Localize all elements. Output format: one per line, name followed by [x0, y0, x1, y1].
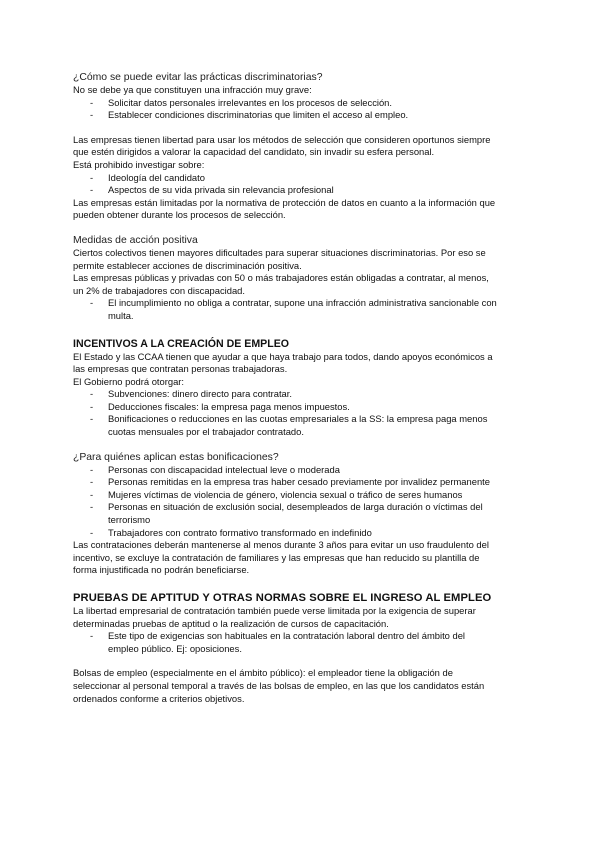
bullet-dash: - — [90, 388, 94, 400]
question-heading-discrimination: ¿Cómo se puede evitar las prácticas discriminatorias? — [73, 72, 323, 83]
list-item: - El incumplimiento no obliga a contratar, supone una infracción administrativa sancionable con — [90, 297, 497, 309]
list-item: - Personas remitidas en la empresa tras haber cesado previamente por invalidez permanente — [90, 476, 490, 488]
paragraph-line: que estén dirigidos a valorar la capacidad del candidato, sin invadir su esfera personal. — [73, 146, 435, 158]
bullet-dash: - — [90, 171, 94, 183]
paragraph-line: Las empresas tienen libertad para usar los métodos de selección que consideren oportunos siempre — [73, 133, 491, 145]
paragraph-line: determinadas pruebas de aptitud o la realización de cursos de capacitación. — [73, 617, 389, 629]
section-heading-incentives: INCENTIVOS A LA CREACIÓN DE EMPLEO — [73, 337, 290, 350]
list-item: - Personas con discapacidad intelectual leve o moderada — [90, 463, 340, 475]
section-heading-aptitude-tests: PRUEBAS DE APTITUD Y OTRAS NORMAS SOBRE EL INGRESO AL EMPLEO — [73, 592, 492, 604]
list-item: - Deducciones fiscales: la empresa paga menos impuestos. — [90, 400, 350, 412]
bullet-dash: - — [90, 463, 94, 475]
question-heading-bonuses: ¿Para quiénes aplican estas bonificaciones? — [73, 451, 279, 463]
list-item: - Personas en situación de exclusión social, desempleados de larga duración o víctimas del — [90, 501, 483, 513]
bullet-dash: - — [90, 501, 94, 513]
paragraph-line: ordenados conforme a criterios objetivos. — [73, 692, 245, 704]
list-item: - Solicitar datos personales irrelevantes en los procesos de selección. — [90, 96, 393, 108]
subheading-positive-action: Medidas de acción positiva — [73, 234, 198, 246]
list-item-continuation: multa. — [108, 309, 134, 321]
bullet-dash: - — [90, 184, 94, 196]
list-item: - Trabajadores con contrato formativo transformado en indefinido — [90, 526, 372, 538]
bullet-dash: - — [90, 400, 94, 412]
paragraph-line: La libertad empresarial de contratación también puede verse limitada por la exigencia de superar — [73, 605, 476, 616]
paragraph-line: No se debe ya que constituyen una infracción muy grave: — [73, 84, 312, 95]
paragraph-line: permite establecer acciones de discriminación positiva. — [73, 259, 302, 271]
list-item: - Aspectos de su vida privada sin relevancia profesional — [90, 184, 334, 196]
list-item: - Bonificaciones o reducciones en las cuotas empresariales a la SS: la empresa paga menos — [90, 413, 488, 425]
bullet-dash: - — [90, 297, 94, 309]
list-item: - Establecer condiciones discriminatorias que limiten el acceso al empleo. — [90, 109, 409, 121]
paragraph-line: El Gobierno podrá otorgar: — [73, 375, 185, 387]
paragraph-line: las empresas que contratan personas trabajadoras. — [73, 363, 288, 375]
bullet-dash: - — [90, 413, 94, 425]
paragraph-line: forma injustificada no podrán beneficiarse. — [73, 564, 250, 576]
bullet-dash: - — [90, 96, 94, 108]
list-item: - Ideología del candidato — [90, 171, 205, 183]
bullet-dash: - — [90, 630, 94, 642]
list-item: - Mujeres víctimas de violencia de género, violencia sexual o tráfico de seres humanos — [90, 488, 463, 500]
list-item: - Subvenciones: dinero directo para contratar. — [90, 388, 292, 400]
bullet-dash: - — [90, 109, 94, 121]
list-item-continuation: terrorismo — [108, 514, 151, 526]
paragraph-line: Las empresas públicas y privadas con 50 o más trabajadores están obligadas a contratar, al menos, — [73, 272, 489, 284]
document-page — [73, 71, 533, 705]
paragraph-line: un 2% de trabajadores con discapacidad. — [73, 284, 245, 296]
paragraph-line: Las empresas están limitadas por la normativa de protección de datos en cuanto a la información que — [73, 196, 496, 208]
paragraph-line: incentivo, se excluye la contratación de familiares y las empresas que han reducido su plantilla de — [73, 551, 480, 563]
bullet-dash: - — [90, 476, 94, 488]
paragraph-line: Está prohibido investigar sobre: — [73, 158, 205, 170]
paragraph-line: pueden obtener durante los procesos de selección. — [73, 209, 286, 221]
paragraph-line: Las contrataciones deberán mantenerse al menos durante 3 años para evitar un uso fraudulento del — [73, 539, 489, 551]
paragraph-line: Ciertos colectivos tienen mayores dificultades para superar situaciones discriminatorias. Por eso se — [73, 246, 486, 258]
list-item: - Este tipo de exigencias son habituales en la contratación laboral dentro del ámbito del — [90, 630, 466, 642]
bullet-dash: - — [90, 488, 94, 500]
list-item-continuation: empleo público. Ej: oposiciones. — [108, 642, 242, 654]
paragraph-line: El Estado y las CCAA tienen que ayudar a que haya trabajo para todos, dando apoyos económicos a — [73, 350, 493, 362]
paragraph-line: seleccionar al personal temporal a través de las bolsas de empleo, en las que los candidatos están — [73, 679, 485, 691]
paragraph-line: Bolsas de empleo (especialmente en el ámbito público): el empleador tiene la obligación de — [73, 667, 453, 679]
bullet-dash: - — [90, 526, 94, 538]
list-item-continuation: cuotas mensuales por el trabajador contratado. — [108, 426, 304, 438]
